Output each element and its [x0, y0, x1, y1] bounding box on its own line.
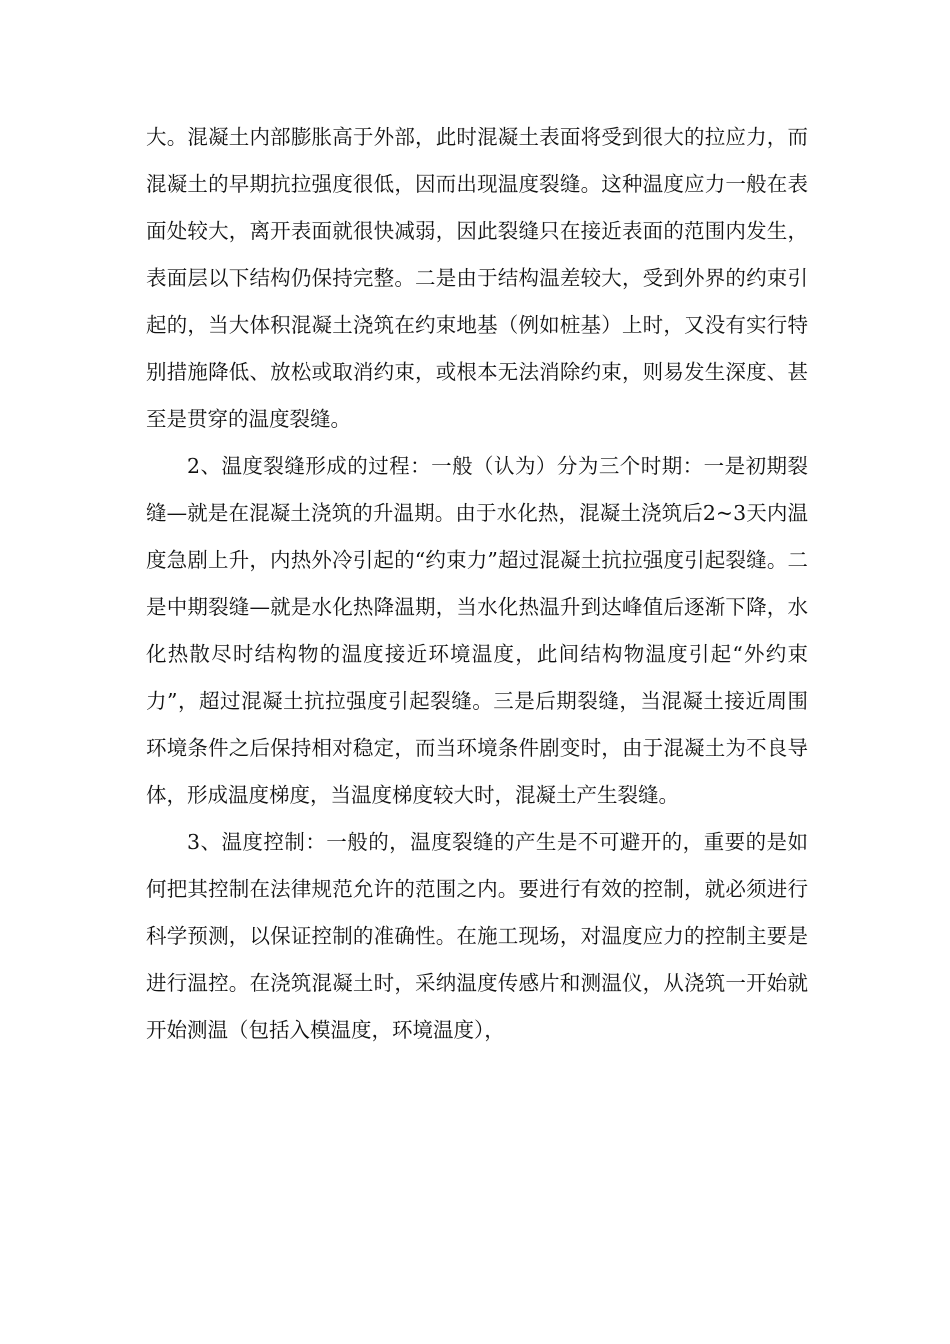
paragraph-continuation: 大。混凝土内部膨胀高于外部，此时混凝土表面将受到很大的拉应力，而混凝土的早期抗拉强度很低，因而出现温度裂缝。这种温度应力一般在表面处较大，离开表面就很快减弱，因此裂缝只在接近表面的范围内发生，表面层以下结构仍保持完整。二是由于结构温差较大，受到外界的约束引起的，当大体积混凝土浇筑在约束地基（例如桩基）上时，又没有实行特别措施降低、放松或取消约束，或根本无法消除约束，则易发生深度、甚至是贯穿的温度裂缝。 — [146, 125, 808, 431]
paragraph-formation-process: 2、温度裂缝形成的过程：一般（认为）分为三个时期：一是初期裂缝—就是在混凝土浇筑的升温期。由于水化热，混凝土浇筑后2~3天内温度急剧上升，内热外冷引起的“约束力”超过混凝土抗拉强度引起裂缝。二是中期裂缝—就是水化热降温期，当水化热温升到达峰值后逐渐下降，水化热散尽时结构物的温度接近环境温度，此间结构物温度引起“外约束力”，超过混凝土抗拉强度引起裂缝。三是后期裂缝，当混凝土接近周围环境条件之后保持相对稳定，而当环境条件剧变时，由于混凝土为不良导体，形成温度梯度，当温度梯度较大时，混凝土产生裂缝。 — [146, 454, 808, 807]
document-page — [146, 114, 808, 1054]
paragraph-temperature-control: 3、温度控制：一般的，温度裂缝的产生是不可避开的，重要的是如何把其控制在法律规范允许的范围之内。要进行有效的控制，就必须进行科学预测，以保证控制的准确性。在施工现场，对温度应力的控制主要是进行温控。在浇筑混凝土时，采纳温度传感片和测温仪，从浇筑一开始就开始测温（包括入模温度，环境温度）， — [146, 830, 808, 1042]
